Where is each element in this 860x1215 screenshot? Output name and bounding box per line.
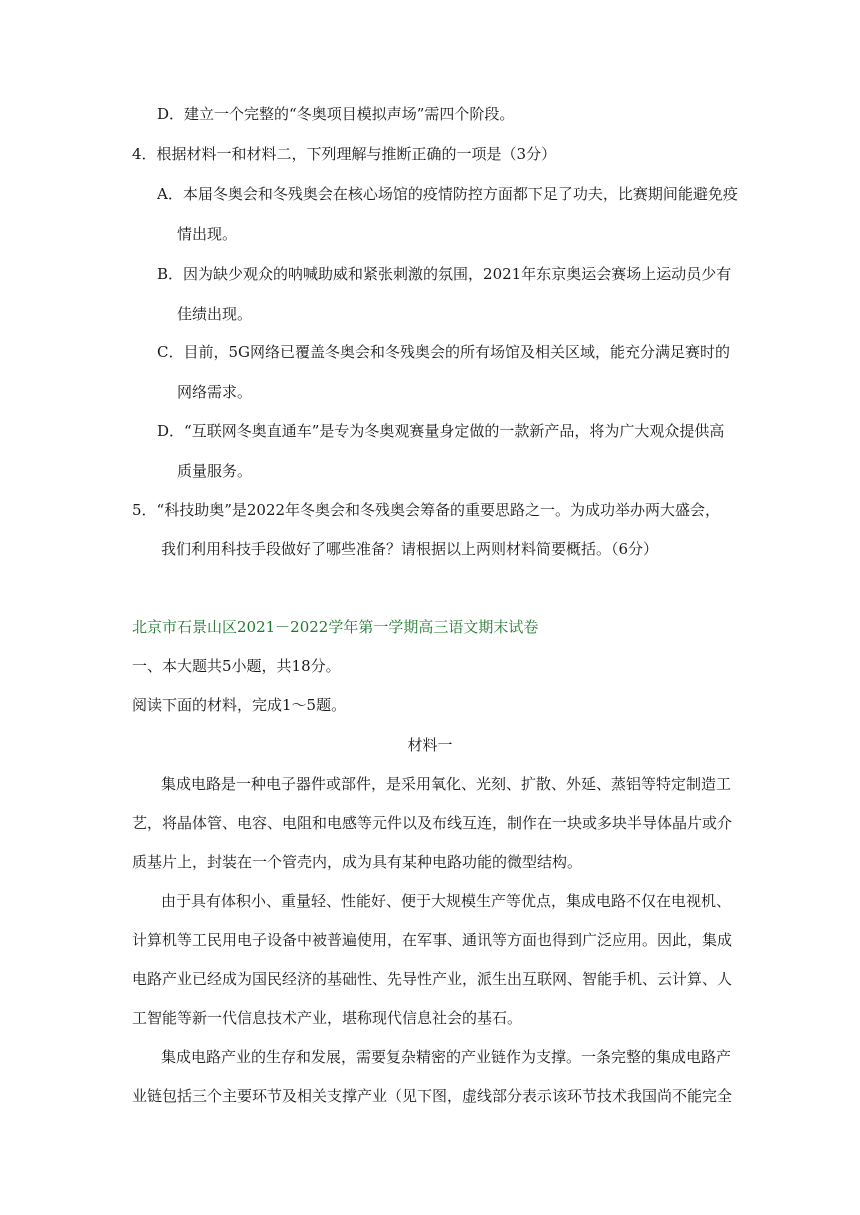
question-4-option-c-line-1: C．目前，5G网络已覆盖冬奥会和冬残奥会的所有场馆及相关区域，能充分满足赛时的	[157, 343, 731, 361]
exam-title: 北京市石景山区2021－2022学年第一学期高三语文期末试卷	[132, 618, 539, 636]
question-5-line-2: 我们利用科技手段做好了哪些准备？请根据以上两则材料简要概括。（6分）	[161, 540, 659, 558]
question-4-option-a-line-2: 情出现。	[177, 225, 238, 243]
paragraph-2-line-2: 计算机等工民用电子设备中被普遍使用，在军事、通讯等方面也得到广泛应用。因此，集成	[132, 931, 733, 949]
question-4-option-d-line-2: 质量服务。	[177, 462, 253, 480]
paragraph-2-line-1: 由于具有体积小、重量轻、性能好、便于大规模生产等优点，集成电路不仅在电视机、	[161, 892, 732, 910]
question-4-option-b-line-2: 佳绩出现。	[177, 305, 253, 323]
question-4-option-a-line-1: A．本届冬奥会和冬残奥会在核心场馆的疫情防控方面都下足了功夫，比赛期间能避免疫	[157, 185, 738, 203]
paragraph-3-line-2: 业链包括三个主要环节及相关支撑产业（见下图，虚线部分表示该环节技术我国尚不能完全	[132, 1087, 733, 1105]
reading-instruction: 阅读下面的材料，完成1～5题。	[132, 696, 347, 714]
question-4-option-b-line-1: B．因为缺少观众的呐喊助威和紧张刺激的氛围，2021年东京奥运会赛场上运动员少有	[157, 265, 732, 283]
paragraph-1-line-3: 质基片上，封装在一个管壳内，成为具有某种电路功能的微型结构。	[132, 853, 583, 871]
question-3-option-d: D．建立一个完整的“冬奥项目模拟声场”需四个阶段。	[157, 105, 515, 123]
paragraph-2-line-4: 工智能等新一代信息技术产业，堪称现代信息社会的基石。	[132, 1009, 523, 1027]
section-heading: 一、本大题共5小题，共18分。	[132, 657, 341, 675]
paragraph-1-line-2: 艺，将晶体管、电容、电阻和电感等元件以及布线互连，制作在一块或多块半导体晶片或介	[132, 814, 733, 832]
question-4-stem: 4．根据材料一和材料二，下列理解与推断正确的一项是（3分）	[132, 145, 557, 163]
material-title: 材料一	[407, 736, 453, 754]
question-5-line-1: 5．“科技助奥”是2022年冬奥会和冬残奥会筹备的重要思路之一。为成功举办两大盛会，	[132, 501, 721, 519]
paragraph-2-line-3: 电路产业已经成为国民经济的基础性、先导性产业，派生出互联网、智能手机、云计算、人	[132, 970, 733, 988]
question-4-option-c-line-2: 网络需求。	[177, 383, 253, 401]
paragraph-3-line-1: 集成电路产业的生存和发展，需要复杂精密的产业链作为支撑。一条完整的集成电路产	[161, 1048, 732, 1066]
question-4-option-d-line-1: D．“互联网冬奥直通车”是专为冬奥观赛量身定做的一款新产品，将为广大观众提供高	[157, 422, 725, 440]
paragraph-1-line-1: 集成电路是一种电子器件或部件，是采用氧化、光刻、扩散、外延、蒸铝等特定制造工	[161, 775, 732, 793]
